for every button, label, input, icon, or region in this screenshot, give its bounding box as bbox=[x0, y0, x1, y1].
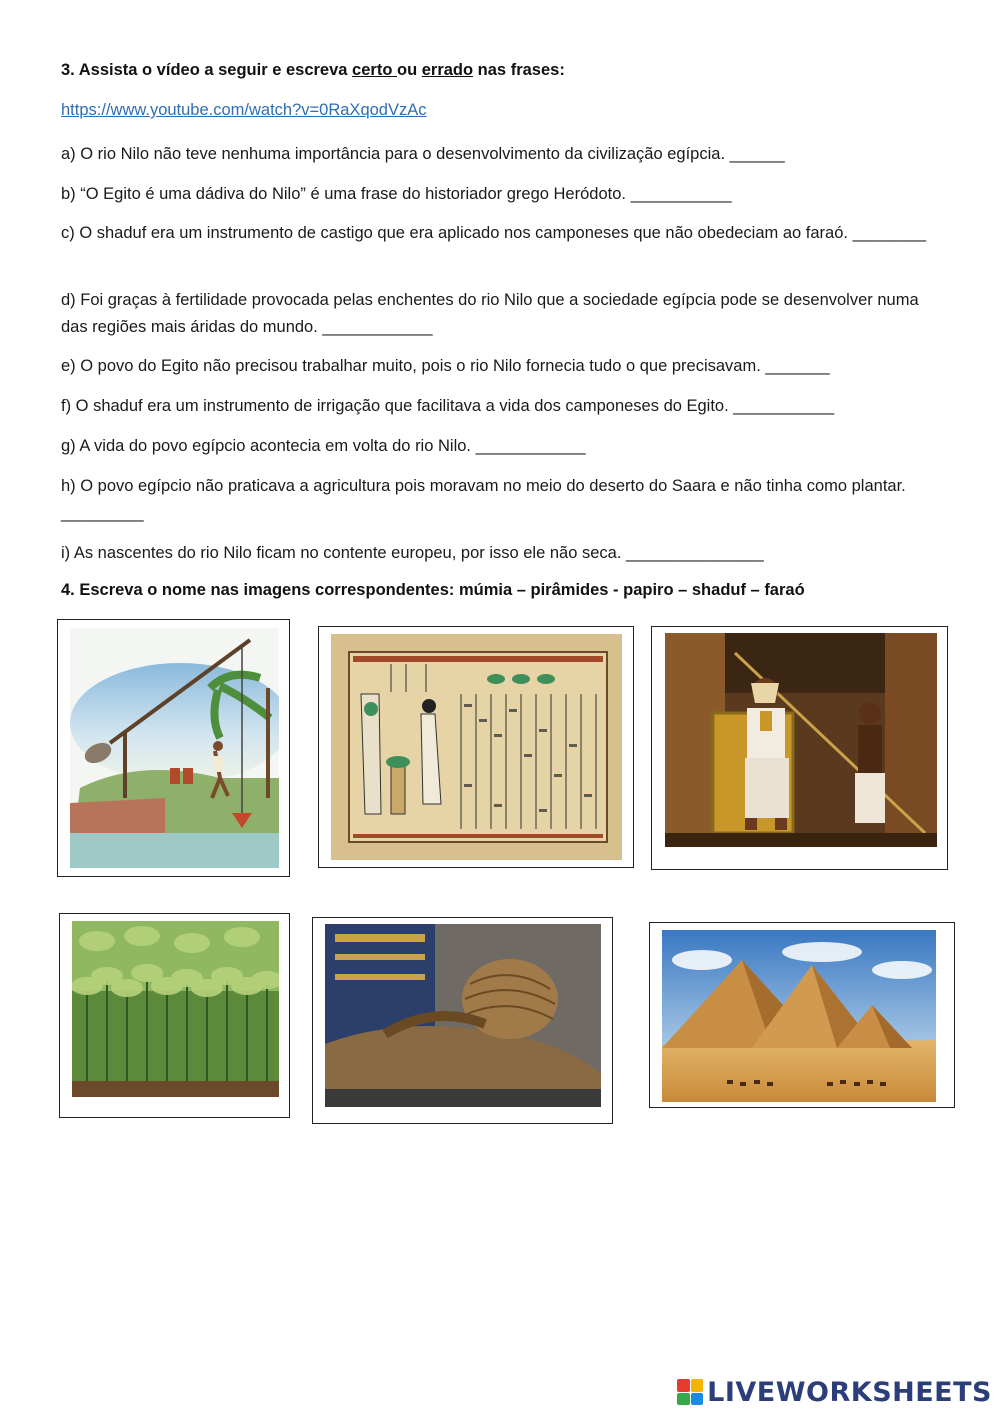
statement-text: c) O shaduf era um instrumento de castigo que era aplicado nos camponeses que não obedeciam ao faraó. bbox=[61, 224, 853, 242]
statement-g bbox=[61, 433, 941, 460]
statement-i bbox=[61, 540, 941, 567]
word-certo: certo bbox=[352, 61, 397, 79]
papyrus-plants-illustration bbox=[72, 921, 279, 1097]
image-frame-1 bbox=[57, 619, 290, 877]
statement-text: b) “O Egito é uma dádiva do Nilo” é uma frase do historiador grego Heródoto. bbox=[61, 185, 631, 203]
title-text: ou bbox=[396, 61, 422, 79]
brand-name: LIVEWORKSHEETS bbox=[707, 1376, 992, 1408]
answer-blank[interactable]: _______________ bbox=[626, 544, 764, 562]
image-frame-4 bbox=[59, 913, 290, 1118]
image-frame-3 bbox=[651, 626, 948, 870]
statement-f bbox=[61, 393, 941, 420]
statement-h bbox=[61, 473, 941, 527]
question-3-title bbox=[61, 61, 565, 80]
statement-a bbox=[61, 141, 941, 168]
answer-blank[interactable]: ______ bbox=[729, 145, 785, 163]
answer-blank[interactable]: ___________ bbox=[733, 397, 835, 415]
title-text: 3. Assista o vídeo a seguir e escreva bbox=[61, 61, 353, 79]
statement-text: e) O povo do Egito não precisou trabalhar muito, pois o rio Nilo fornecia tudo o que precisavam. bbox=[61, 357, 766, 375]
statement-text: g) A vida do povo egípcio acontecia em volta do rio Nilo. bbox=[61, 437, 476, 455]
answer-blank[interactable]: ________ bbox=[852, 224, 926, 242]
word-errado: errado bbox=[421, 61, 474, 79]
answer-blank[interactable]: _________ bbox=[61, 504, 144, 522]
pharaoh-throne-illustration bbox=[665, 633, 937, 847]
pyramids-illustration bbox=[662, 930, 936, 1102]
statement-text: a) O rio Nilo não teve nenhuma importância para o desenvolvimento da civilização egípcia. bbox=[61, 145, 730, 163]
papyrus-scroll-illustration bbox=[331, 634, 622, 860]
image-frame-2 bbox=[318, 626, 634, 868]
answer-blank[interactable]: ____________ bbox=[322, 318, 433, 336]
liveworksheets-logo bbox=[677, 1376, 992, 1408]
answer-blank[interactable]: ___________ bbox=[630, 185, 732, 203]
question-4-title: 4. Escreva o nome nas imagens correspondentes: múmia – pirâmides - papiro – shaduf – faraó bbox=[61, 581, 805, 599]
answer-blank[interactable]: ____________ bbox=[475, 437, 586, 455]
statement-c bbox=[61, 220, 943, 247]
shaduf-illustration bbox=[70, 628, 279, 868]
statement-d bbox=[61, 287, 941, 341]
mummy-illustration bbox=[325, 924, 601, 1107]
title-text: nas frases: bbox=[473, 61, 565, 79]
image-frame-6 bbox=[649, 922, 955, 1108]
answer-blank[interactable]: _______ bbox=[765, 357, 830, 375]
statement-b bbox=[61, 181, 941, 208]
logo-mark-icon bbox=[677, 1379, 703, 1405]
statement-text: d) Foi graças à fertilidade provocada pelas enchentes do rio Nilo que a sociedade egípcia pode se desenvolver numa das regiões mais áridas do mundo. bbox=[61, 291, 919, 336]
youtube-link[interactable]: https://www.youtube.com/watch?v=0RaXqodVzAc bbox=[61, 101, 427, 119]
statement-text: h) O povo egípcio não praticava a agricultura pois moravam no meio do deserto do Saara e não tinha como plantar. bbox=[61, 477, 906, 495]
image-frame-5 bbox=[312, 917, 613, 1124]
statement-e bbox=[61, 353, 941, 380]
statement-text: f) O shaduf era um instrumento de irrigação que facilitava a vida dos camponeses do Egito. bbox=[61, 397, 734, 415]
statement-text: i) As nascentes do rio Nilo ficam no contente europeu, por isso ele não seca. bbox=[61, 544, 626, 562]
